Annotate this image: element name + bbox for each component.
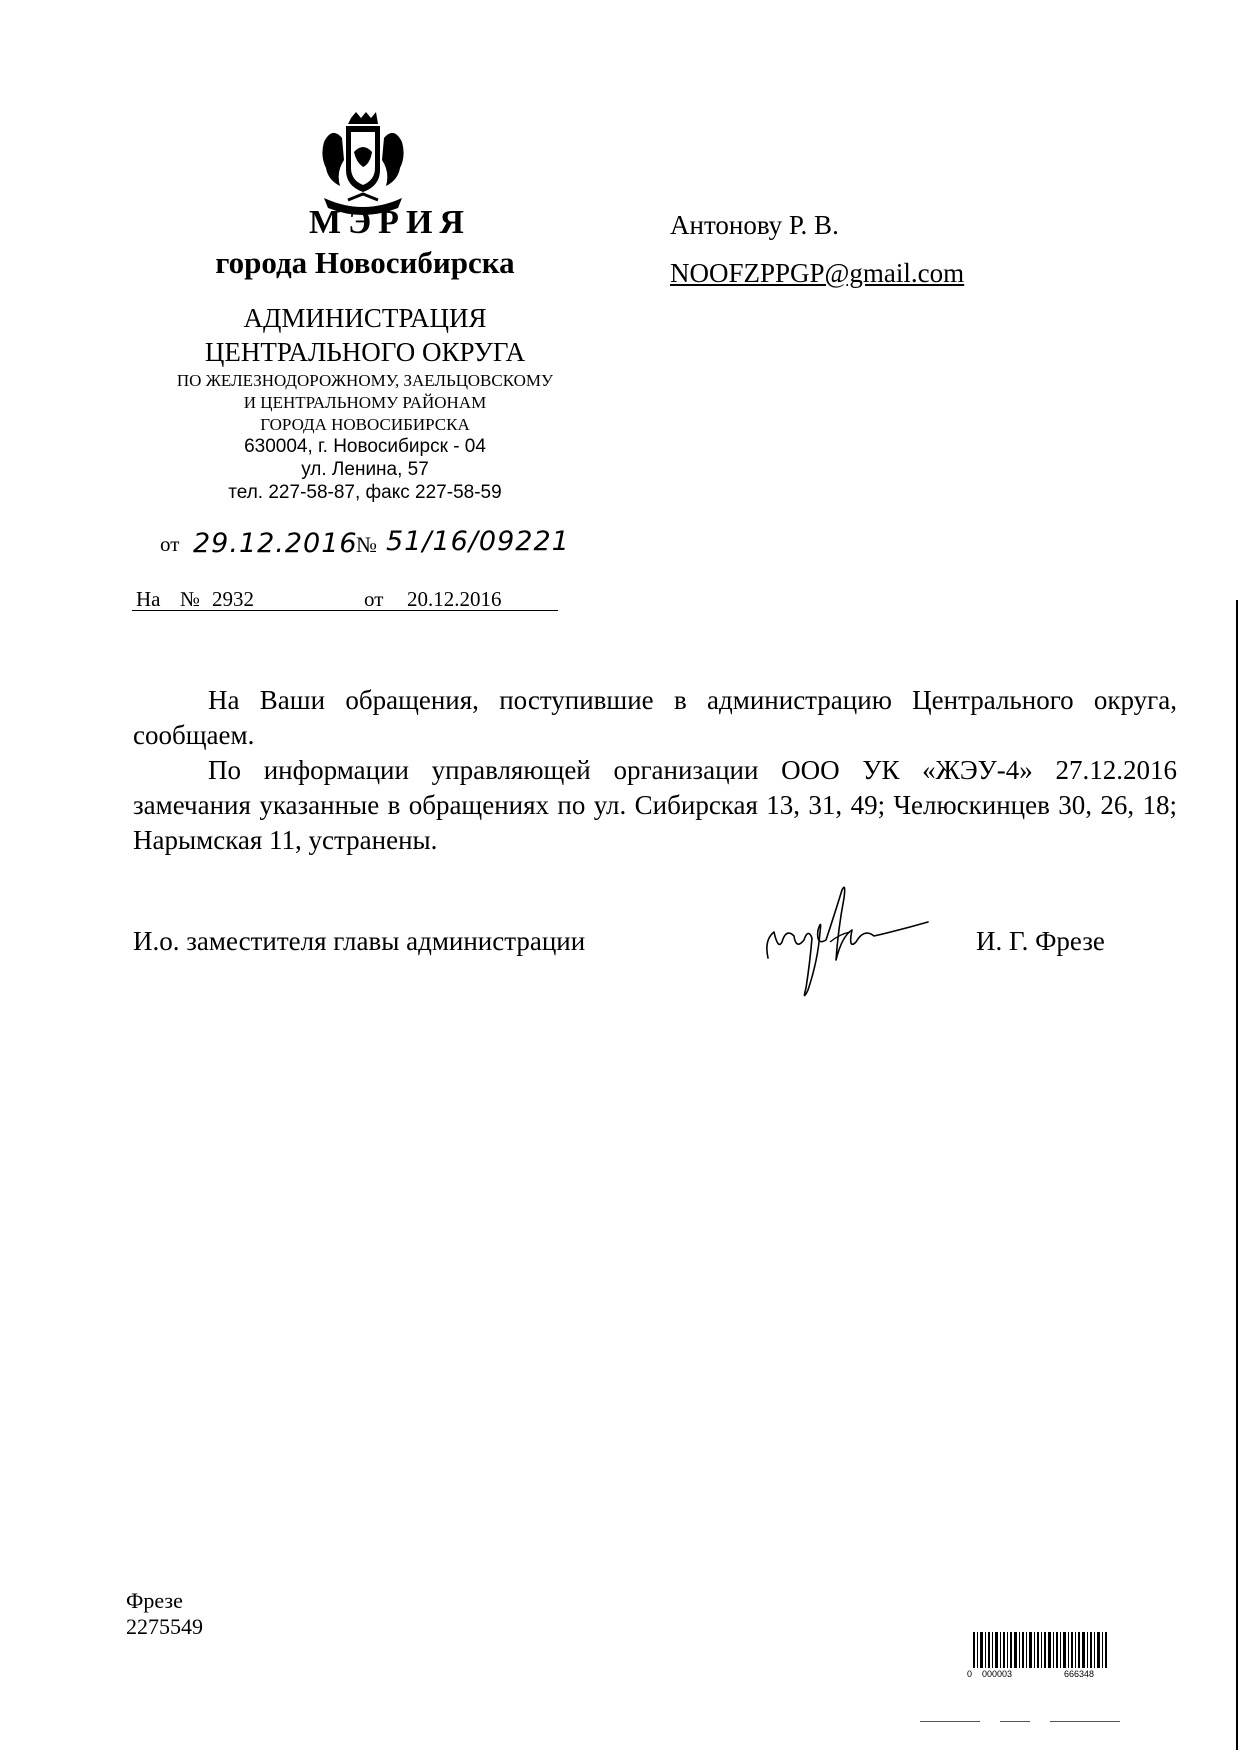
address-line1: 630004, г. Новосибирск - 04: [244, 436, 486, 457]
reference-from-label: от: [364, 587, 384, 611]
reference-date: 20.12.2016: [407, 587, 502, 611]
admin-subtitle-line1: ПО ЖЕЛЕЗНОДОРОЖНОМУ, ЗАЕЛЬЦОВСКОМУ: [176, 371, 554, 390]
admin-subtitle-line3: ГОРОДА НОВОСИБИРСКА: [260, 415, 470, 434]
body-paragraph-2: По информации управляющей организации ООО УК «ЖЭУ-4» 27.12.2016 замечания указанные в обращениях по ул. Сибирская 13, 31, 49; Челюскинцев 30, 26, 18; Нарымская 11, устранены.: [133, 755, 1177, 855]
outgoing-from-label: от: [160, 532, 180, 556]
outgoing-number-sign: №: [356, 532, 377, 557]
signatory-title: И.о. заместителя главы администрации: [133, 926, 586, 956]
executor-name: Фрезе: [126, 1588, 183, 1613]
body-paragraph-1: На Ваши обращения, поступившие в администрацию Центрального округа, сообщаем.: [133, 685, 1177, 750]
address-line3: тел. 227-58-87, факс 227-58-59: [228, 482, 502, 503]
scan-noise-line: [920, 1720, 1120, 1723]
barcode-digits-middle: 000003: [982, 1669, 1013, 1679]
handwritten-signature: [760, 880, 935, 1005]
address-line2: ул. Ленина, 57: [301, 459, 429, 480]
admin-title-line1: АДМИНИСТРАЦИЯ: [243, 303, 487, 333]
admin-title-line2: ЦЕНТРАЛЬНОГО ОКРУГА: [204, 337, 526, 367]
org-title: МЭРИЯ: [309, 204, 471, 241]
barcode-digits-right: 666348: [1064, 1669, 1095, 1679]
barcode-digit-left: 0: [967, 1669, 973, 1679]
signatory-name: И. Г. Фрезе: [976, 926, 1105, 956]
reference-number-sign: №: [180, 587, 201, 611]
admin-subtitle-line2: И ЦЕНТРАЛЬНОМУ РАЙОНАМ: [243, 393, 487, 412]
scan-edge-line: [1236, 600, 1238, 1750]
reference-prefix: На: [136, 587, 161, 611]
recipient-name: Антонову Р. В.: [670, 210, 839, 240]
city-title: города Новосибирска: [215, 245, 515, 280]
outgoing-number: 51/16/09221: [386, 526, 570, 557]
executor-phone: 2275549: [126, 1614, 203, 1639]
reference-number: 2932: [212, 587, 254, 611]
outgoing-date: 29.12.2016: [193, 528, 358, 559]
recipient-email: NOOFZPPGP@gmail.com: [670, 258, 965, 288]
